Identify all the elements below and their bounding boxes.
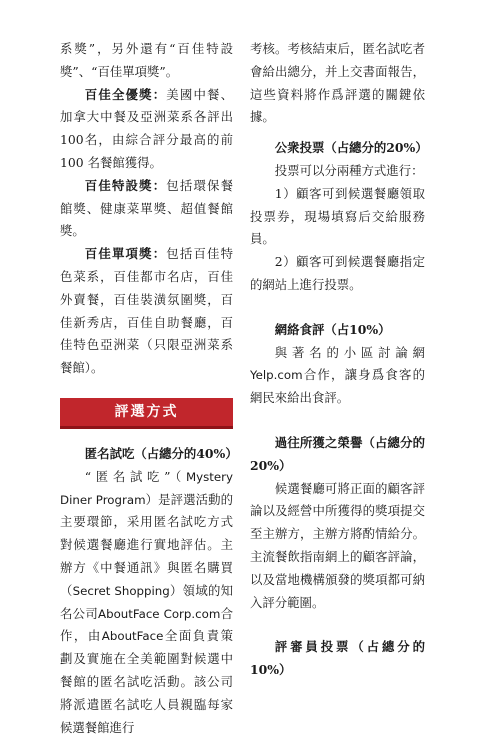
anonymous-text-e: ）領域的知名公司 [60, 582, 234, 621]
anonymous-heading: 匿名試吃（占總分的40%） [84, 445, 238, 461]
special-label: 百佳特設獎： [84, 177, 167, 193]
aboutface-corp-text: AboutFace Corp.com [98, 606, 221, 621]
anonymous-text-a: “匿名試吃”（ [84, 468, 186, 484]
anonymous-paragraph [60, 466, 233, 739]
special-paragraph [60, 175, 233, 243]
online-text-a: 與著名的小區討論網 [274, 344, 425, 360]
single-paragraph [60, 243, 233, 380]
past-honors-heading: 過往所獲之榮譽（占總分的20%） [250, 434, 425, 473]
public-vote-option2: 2）顧客可到候選餐廳指定的網站上進行投票。 [250, 254, 425, 292]
anonymous-text-g: 合作，由 [60, 605, 234, 644]
intro-continued: 系獎”，另外還有“百佳特設獎”、“百佳單項獎”。 [60, 41, 233, 79]
aboutface-text: AboutFace [101, 629, 164, 644]
single-text: 包括百佳特色菜系，百佳都市名店，百佳外賣餐，百佳裝潢氛圍獎，百佳新秀店，百佳自助餐廳，百佳特色亞洲菜（只限亞洲菜系餐館）。 [60, 246, 234, 376]
top100-text: 美國中餐、加拿大中餐及亞洲菜系各評出100名，由綜合評分最高的前100 名餐館獲得。 [60, 86, 234, 170]
online-text-c: 合作，讓身爲食客的網民來給出食評。 [250, 367, 425, 406]
past-honors-paragraph: 候選餐廳可將正面的顧客評論以及經營中所獲得的獎項提交至主辦方，主辦方將酌情給分。主流餐飲指南網上的顧客評論，以及當地機構頒發的獎項都可納入評分範圍。 [250, 480, 425, 610]
secret-shopping-text: Secret Shopping [72, 583, 170, 598]
right-column [250, 38, 428, 682]
top100-paragraph [60, 84, 233, 175]
online-paragraph [250, 342, 425, 410]
left-column [60, 38, 238, 739]
yelp-text: Yelp.com [250, 368, 303, 383]
section-title: 評選方式 [114, 403, 179, 420]
public-vote-intro: 投票可以分兩種方式進行： [274, 162, 424, 178]
anonymous-text-c: ）是評選活動的主要環節，采用匿名試吃方式對候選餐廳進行實地評估。主辦方《中餐通訊》與匿名購買（ [60, 491, 233, 598]
section-banner [60, 398, 233, 429]
online-heading: 網絡食評（占10%） [274, 321, 391, 337]
continued-paragraph: 考核。考核結束后，匿名試吃者會給出總分，并上交書面報告，這些資料將作爲評選的關鍵依據。 [250, 41, 425, 125]
special-text: 包括環保餐館獎、健康菜單獎、超值餐館獎。 [60, 177, 234, 239]
public-vote-heading: 公衆投票（占總分的20%） [274, 140, 428, 156]
anonymous-text-i: 全面負責策劃及實施在全美範圍對候選中餐館的匿名試吃活動。該公司將派遣匿名試吃人員親臨每家候選餐館進行 [60, 628, 234, 735]
mystery-diner-text: Mystery Diner Program [60, 469, 233, 507]
judges-heading: 評審員投票（占總分的10%） [250, 639, 425, 678]
public-vote-option1: 1）顧客可到候選餐廳領取投票券，現場填寫后交給服務員。 [250, 185, 425, 247]
top100-label: 百佳全優獎： [84, 86, 167, 102]
single-label: 百佳單項獎： [84, 246, 167, 262]
